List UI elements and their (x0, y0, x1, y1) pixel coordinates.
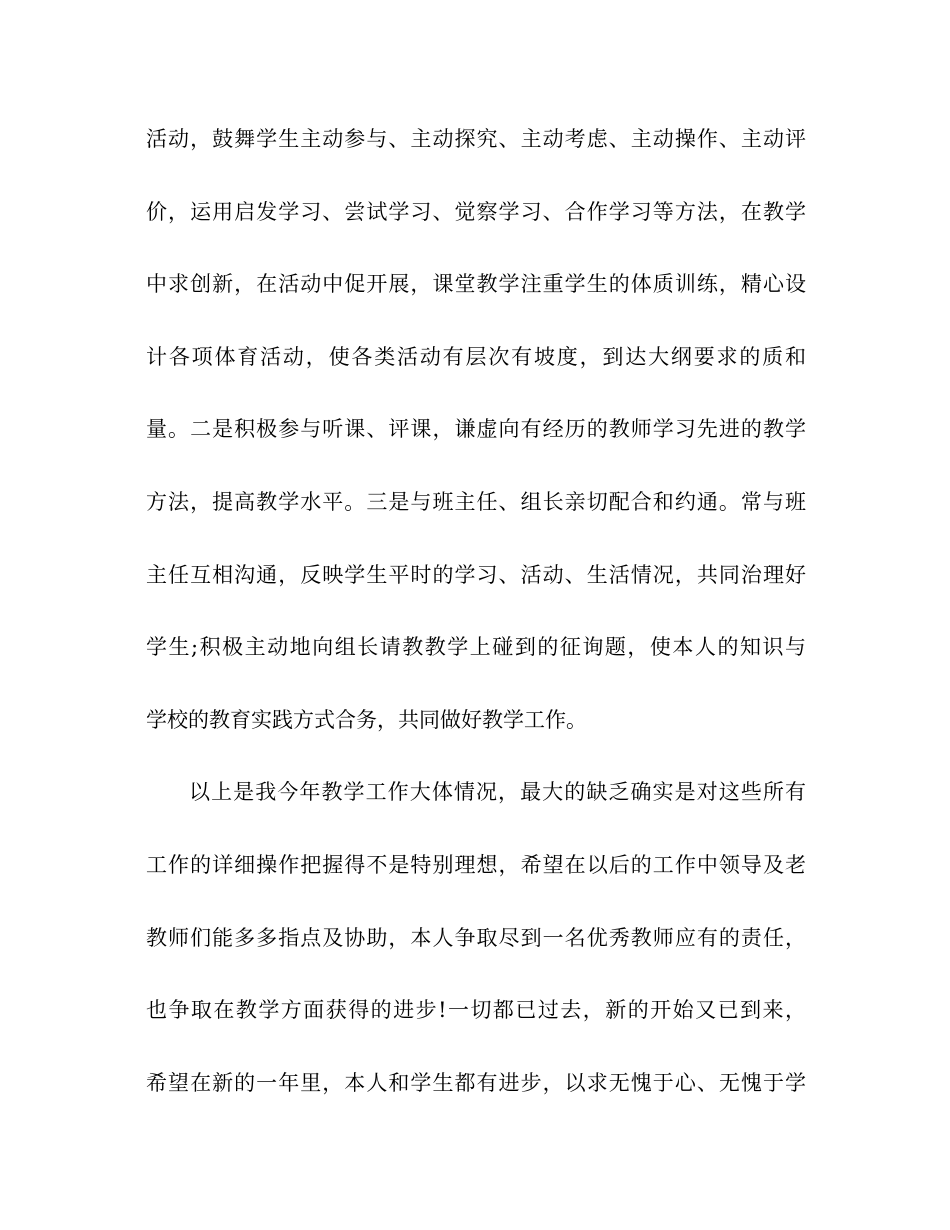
paragraph-start-line: 以上是我今年教学工作大体情况，最大的缺乏确实是对这些所有 (189, 780, 806, 805)
text-line: 也争取在教学方面获得的进步!一切都已过去，新的开始又已到来， (146, 998, 806, 1023)
text-line: 活动，鼓舞学生主动参与、主动探究、主动考虑、主动操作、主动评 (146, 127, 806, 151)
text-line: 方法，提高教学水平。三是与班主任、组长亲切配合和约通。常与班 (146, 489, 806, 514)
text-line: 教师们能多多指点及协助，本人争取尽到一名优秀教师应有的责任， (146, 925, 806, 950)
body-text (146, 118, 806, 1134)
text-line: 学生;积极主动地向组长请教教学上碰到的征询题，使本人的知识与 (146, 635, 806, 660)
paragraph-end-line: 学校的教育实践方式合务，共同做好教学工作。 (146, 707, 587, 732)
text-line: 计各项体育活动，使各类活动有层次有坡度，到达大纲要求的质和 (146, 344, 806, 369)
text-line: 工作的详细操作把握得不是特别理想，希望在以后的工作中领导及老 (146, 852, 806, 877)
text-line: 主任互相沟通，反映学生平时的学习、活动、生活情况，共同治理好 (146, 562, 806, 587)
text-line: 价，运用启发学习、尝试学习、觉察学习、合作学习等方法，在教学 (146, 199, 806, 224)
text-line: 中求创新，在活动中促开展，课堂教学注重学生的体质训练，精心设 (146, 272, 806, 297)
text-line: 量。二是积极参与听课、评课，谦虚向有经历的教师学习先进的教学 (146, 417, 806, 442)
text-line: 希望在新的一年里，本人和学生都有进步，以求无愧于心、无愧于学 (146, 1070, 806, 1095)
